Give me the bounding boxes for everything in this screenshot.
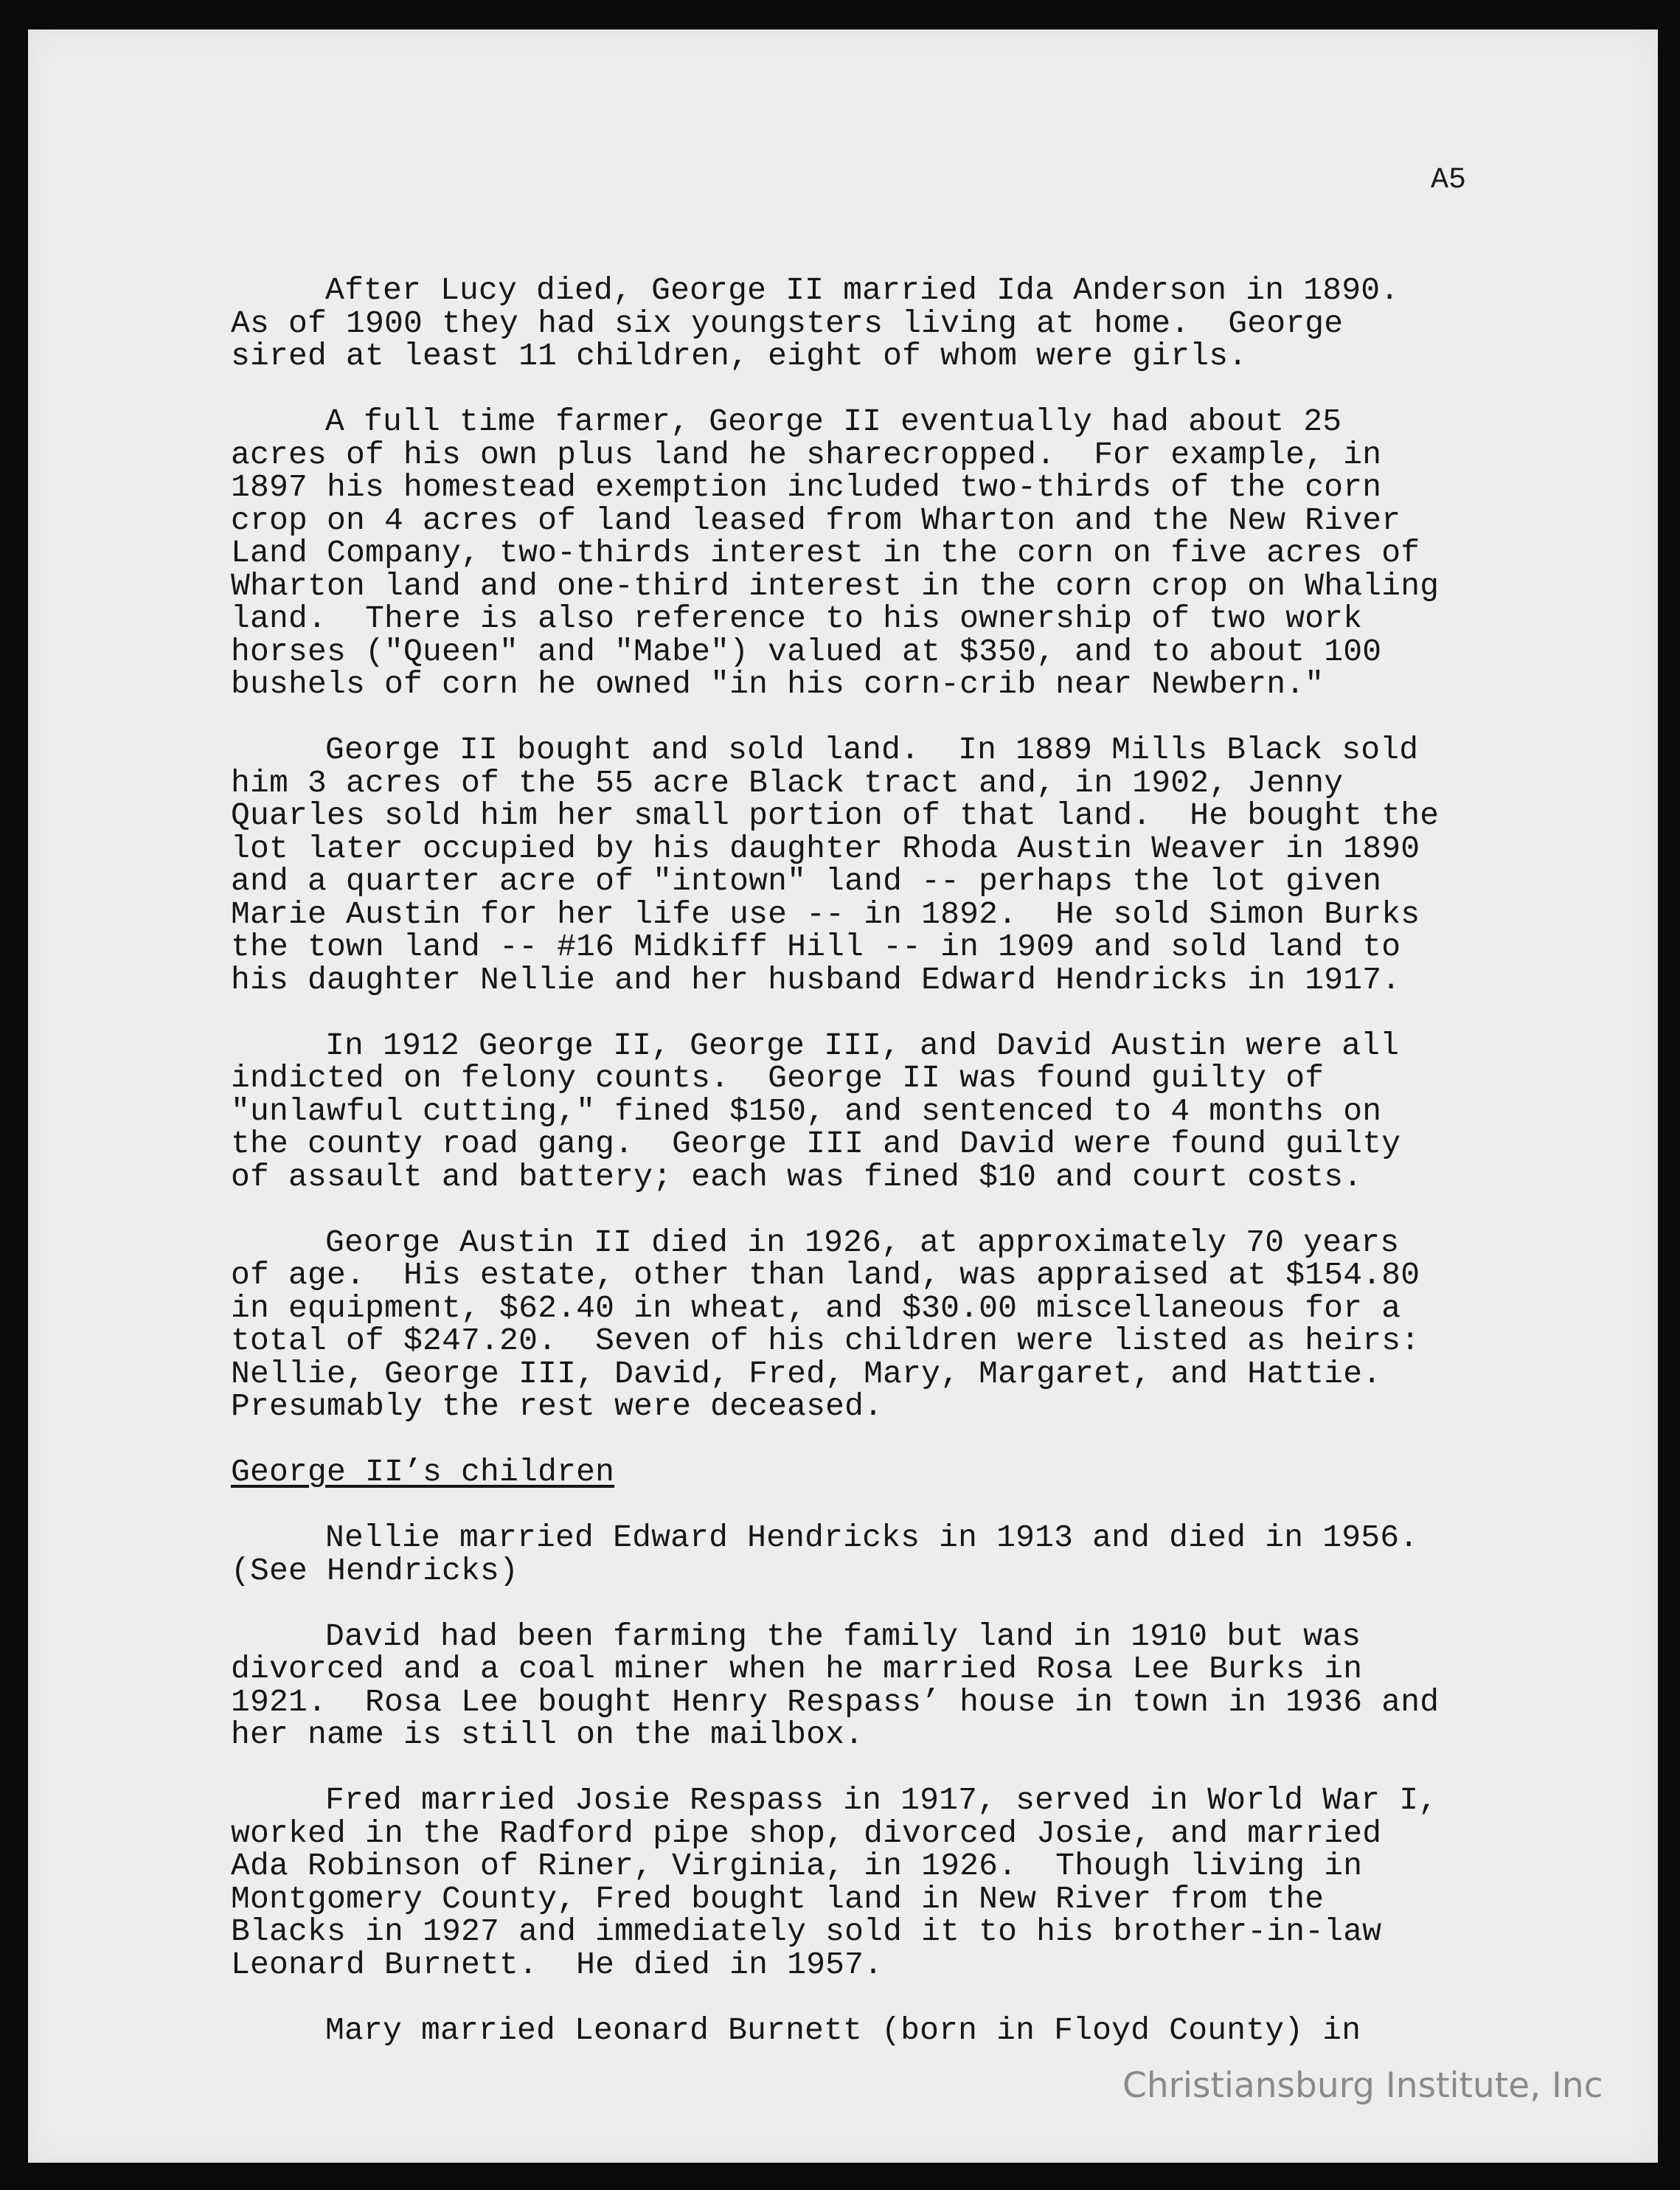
text-line: Blacks in 1927 and immediately sold it to his brother-in-law <box>231 1913 1382 1950</box>
text-line: Quarles sold him her small portion of that land. He bought the <box>231 797 1440 834</box>
paragraph <box>231 734 1439 997</box>
text-line: As of 1900 they had six youngsters living at home. George <box>231 305 1344 342</box>
text-line: Leonard Burnett. He died in 1957. <box>231 1946 884 1983</box>
document-body <box>231 274 1439 2047</box>
text-line: acres of his own plus land he sharecropped. For example, in <box>231 436 1382 473</box>
text-line: George Austin II died in 1926, at approximately 70 years <box>325 1224 1400 1261</box>
text-line: Land Company, two-thirds interest in the corn on five acres of <box>231 535 1420 571</box>
paragraph-gap <box>231 1587 1439 1621</box>
text-line: 1897 his homestead exemption included two-thirds of the corn <box>231 469 1382 505</box>
text-line: worked in the Radford pipe shop, divorced Josie, and married <box>231 1815 1382 1851</box>
text-line: bushels of corn he owned "in his corn-crib near Newbern." <box>231 666 1325 702</box>
text-line: "unlawful cutting," fined $150, and sentenced to 4 months on <box>231 1092 1382 1129</box>
paragraph-gap <box>231 1193 1439 1227</box>
watermark: Christiansburg Institute, Inc <box>1122 2065 1603 2106</box>
paragraph-gap <box>231 1752 1439 1785</box>
text-line: Mary married Leonard Burnett (born in Floyd County) in <box>325 2011 1361 2048</box>
paragraph-gap <box>231 997 1439 1030</box>
paragraph-gap <box>231 701 1439 735</box>
text-line: David had been farming the family land in 1910 but was <box>325 1618 1361 1654</box>
text-line: lot later occupied by his daughter Rhoda Austin Weaver in 1890 <box>231 830 1420 867</box>
text-line: Nellie married Edward Hendricks in 1913 and died in 1956. <box>325 1520 1419 1556</box>
text-line: her name is still on the mailbox. <box>231 1716 864 1753</box>
text-line: indicted on felony counts. George II was found guilty of <box>231 1060 1325 1096</box>
paragraph <box>231 274 1439 373</box>
paragraph <box>231 1522 1439 1587</box>
text-line: 1921. Rosa Lee bought Henry Respass’ house in town in 1936 and <box>231 1683 1440 1720</box>
text-line: of age. His estate, other than land, was appraised at $154.80 <box>231 1257 1420 1293</box>
text-line: the town land -- #16 Midkiff Hill -- in 1909 and sold land to <box>231 929 1401 965</box>
text-line: of assault and battery; each was fined $10 and court costs. <box>231 1158 1363 1195</box>
paragraph-gap <box>231 1489 1439 1522</box>
text-line: horses ("Queen" and "Mabe") valued at $350, and to about 100 <box>231 633 1382 670</box>
text-line: Ada Robinson of Riner, Virginia, in 1926. Though living in <box>231 1848 1363 1884</box>
text-line: George II bought and sold land. In 1889 Mills Black sold <box>325 732 1419 768</box>
text-line: (See Hendricks) <box>231 1552 519 1589</box>
text-line: Nellie, George III, David, Fred, Mary, Margaret, and Hattie. <box>231 1355 1382 1392</box>
text-line: him 3 acres of the 55 acre Black tract and, in 1902, Jenny <box>231 764 1344 801</box>
paragraph-gap <box>231 373 1439 406</box>
text-line: in equipment, $62.40 in wheat, and $30.00 miscellaneous for a <box>231 1289 1401 1326</box>
text-line: sired at least 11 children, eight of whom were girls. <box>231 338 1248 374</box>
paragraph <box>231 1784 1439 1981</box>
text-line: A full time farmer, George II eventually had about 25 <box>325 403 1342 440</box>
paragraph <box>231 1618 1440 1753</box>
paragraph <box>231 403 1440 702</box>
page-number: A5 <box>1431 164 1467 197</box>
text-line: After Lucy died, George II married Ida Anderson in 1890. <box>325 272 1400 308</box>
text-line: Montgomery County, Fred bought land in New River from the <box>231 1880 1325 1917</box>
paragraph <box>231 1027 1439 1195</box>
text-line: crop on 4 acres of land leased from Wharton and the New River <box>231 502 1401 538</box>
paragraph <box>231 1224 1439 1424</box>
paragraph <box>231 2011 1439 2048</box>
text-line: total of $247.20. Seven of his children were listed as heirs: <box>231 1323 1420 1359</box>
text-line: the county road gang. George III and David were found guilty <box>231 1126 1401 1162</box>
text-line: land. There is also reference to his ownership of two work <box>231 600 1363 637</box>
text-line: Marie Austin for her life use -- in 1892. He sold Simon Burks <box>231 895 1420 932</box>
text-line: Presumably the rest were deceased. <box>231 1388 884 1424</box>
section-heading: George II’s children <box>231 1454 615 1490</box>
text-line: Wharton land and one-third interest in the corn crop on Whaling <box>231 567 1440 604</box>
paragraph-gap <box>231 1981 1439 2014</box>
text-line: In 1912 George II, George III, and David Austin were all <box>325 1027 1400 1064</box>
text-line: divorced and a coal miner when he married Rosa Lee Burks in <box>231 1651 1363 1687</box>
text-line: Fred married Josie Respass in 1917, served in World War I, <box>325 1782 1438 1818</box>
text-line: his daughter Nellie and her husband Edward Hendricks in 1917. <box>231 961 1401 998</box>
text-line: and a quarter acre of "intown" land -- perhaps the lot given <box>231 863 1382 899</box>
